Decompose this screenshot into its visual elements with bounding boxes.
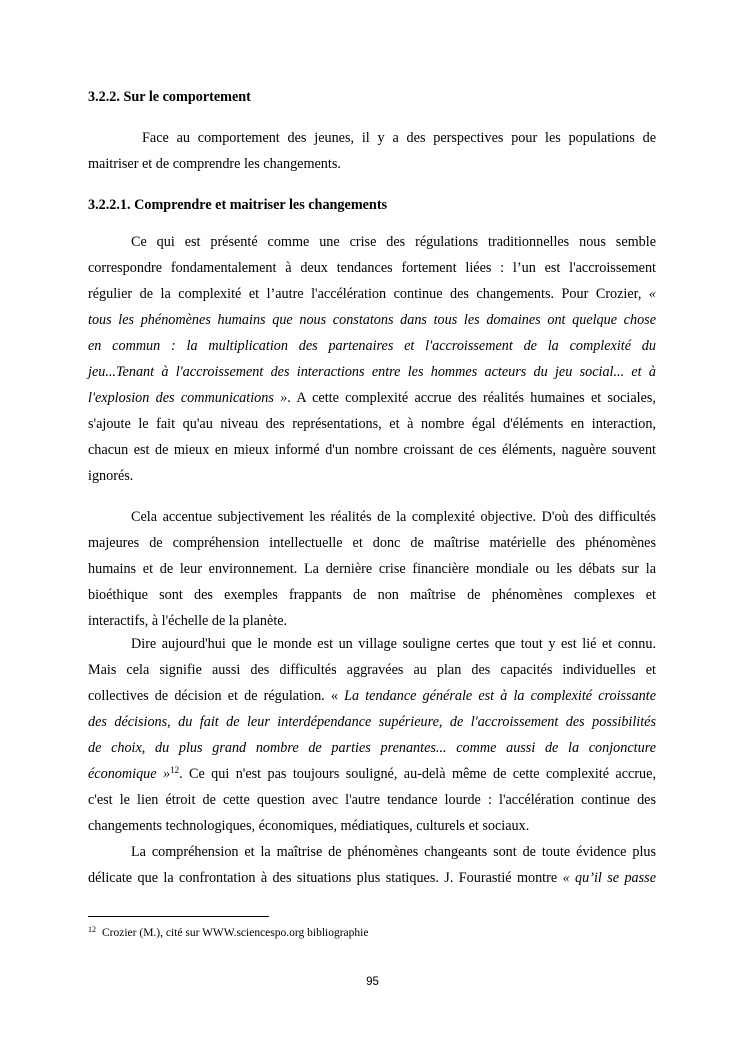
p3-line-2: Mais cela signifie aussi des difficultés aggravées au plan des capacités individuelles et — [88, 662, 656, 678]
p2-line-2: majeures de compréhension intellectuelle et donc de maîtrise matérielle des phénomènes — [88, 535, 656, 551]
p1-line-3 — [88, 286, 656, 302]
p1-line-10: ignorés. — [88, 468, 134, 484]
footnote-divider — [88, 916, 269, 917]
quote-text: jeu...Tenant à l'accroissement des interactions entre les hommes acteurs du jeu social... et à — [88, 364, 656, 380]
p1-line-4 — [88, 312, 656, 328]
p1-line-5 — [88, 338, 656, 354]
p1-line-3-text: régulier de la complexité et l’autre l'accélération continue des changements. Pour Crozier, — [88, 286, 642, 302]
p2-line-3: humains et de leur environnement. La dernière crise financière mondiale ou les débats sur la — [88, 561, 656, 577]
p1-line-7 — [88, 390, 656, 406]
p1-line-2: correspondre fondamentalement à deux tendances fortement liées : l’un est l'accroissement — [88, 260, 656, 276]
p2-line-1: Cela accentue subjectivement les réalités de la complexité objective. D'où des difficultés — [131, 509, 656, 525]
footnote-text: Crozier (M.), cité sur WWW.sciencespo.org bibliographie — [102, 927, 369, 939]
p2-line-4: bioéthique sont des exemples frappants de non maîtrise de phénomènes complexes et — [88, 587, 656, 603]
intro-line-1: Face au comportement des jeunes, il y a des perspectives pour les populations de — [142, 130, 656, 146]
p3-line-6 — [88, 766, 656, 782]
p3-line-7: c'est le lien étroit de cette question avec l'autre tendance lourde : l'accélération continue des — [88, 792, 656, 808]
p1-line-8: s'ajoute le fait qu'au niveau des représentations, et à nombre égal d'éléments en interaction, — [88, 416, 656, 432]
quote-text: de choix, du plus grand nombre de parties prenantes... comme aussi de la conjoncture — [88, 740, 656, 756]
p4-line-1: La compréhension et la maîtrise de phénomènes changeants sont de toute évidence plus — [131, 844, 656, 860]
quote-text: économique » — [88, 766, 171, 782]
p3-line-6-text: . Ce qui n'est pas toujours souligné, au-delà même de cette complexité accrue, — [179, 766, 656, 782]
subsection-title: 3.2.2.1. Comprendre et maitriser les changements — [88, 197, 388, 213]
footnote-number: 12 — [88, 925, 96, 934]
p3-line-3-text: collectives de décision et de régulation. « — [88, 688, 338, 704]
p3-line-8: changements technologiques, économiques, médiatiques, culturels et sociaux. — [88, 818, 530, 834]
quote-text: l'explosion des communications » — [88, 390, 288, 406]
quote-text: « qu’il se passe — [562, 870, 656, 886]
p4-line-2-text: délicate que la confrontation à des situations plus statiques. J. Fourastié montre — [88, 870, 558, 886]
quote-text: tous les phénomènes humains que nous constatons dans tous les domaines ont quelque chose — [88, 312, 656, 328]
p4-line-2 — [88, 870, 656, 886]
p1-line-1: Ce qui est présenté comme une crise des régulations traditionnelles nous semble — [131, 234, 656, 250]
p3-line-1: Dire aujourd'hui que le monde est un village souligne certes que tout y est lié et connu. — [131, 636, 656, 652]
p3-line-4 — [88, 714, 656, 730]
quote-mark: « — [648, 286, 656, 302]
p1-line-6 — [88, 364, 656, 380]
quote-text: des décisions, du fait de leur interdépendance supérieure, de l'accroissement des possibilités — [88, 714, 656, 730]
intro-line-2: maitriser et de comprendre les changements. — [88, 156, 341, 172]
p2-line-5: interactifs, à l'échelle de la planète. — [88, 613, 288, 629]
p3-line-5 — [88, 740, 656, 756]
p1-line-9: chacun est de mieux en mieux informé d'un nombre croissant de ces éléments, naguère souvent — [88, 442, 656, 458]
quote-text: en commun : la multiplication des partenaires et l'accroissement de la complexité du — [88, 338, 656, 354]
section-title: 3.2.2. Sur le comportement — [88, 89, 251, 105]
p3-line-3 — [88, 688, 656, 704]
footnote — [88, 927, 368, 939]
page-number: 95 — [366, 976, 379, 988]
p1-line-7-text: . A cette complexité accrue des réalités humaines et sociales, — [287, 390, 656, 406]
quote-text: La tendance générale est à la complexité croissante — [344, 688, 657, 704]
footnote-ref: 12 — [170, 765, 180, 775]
